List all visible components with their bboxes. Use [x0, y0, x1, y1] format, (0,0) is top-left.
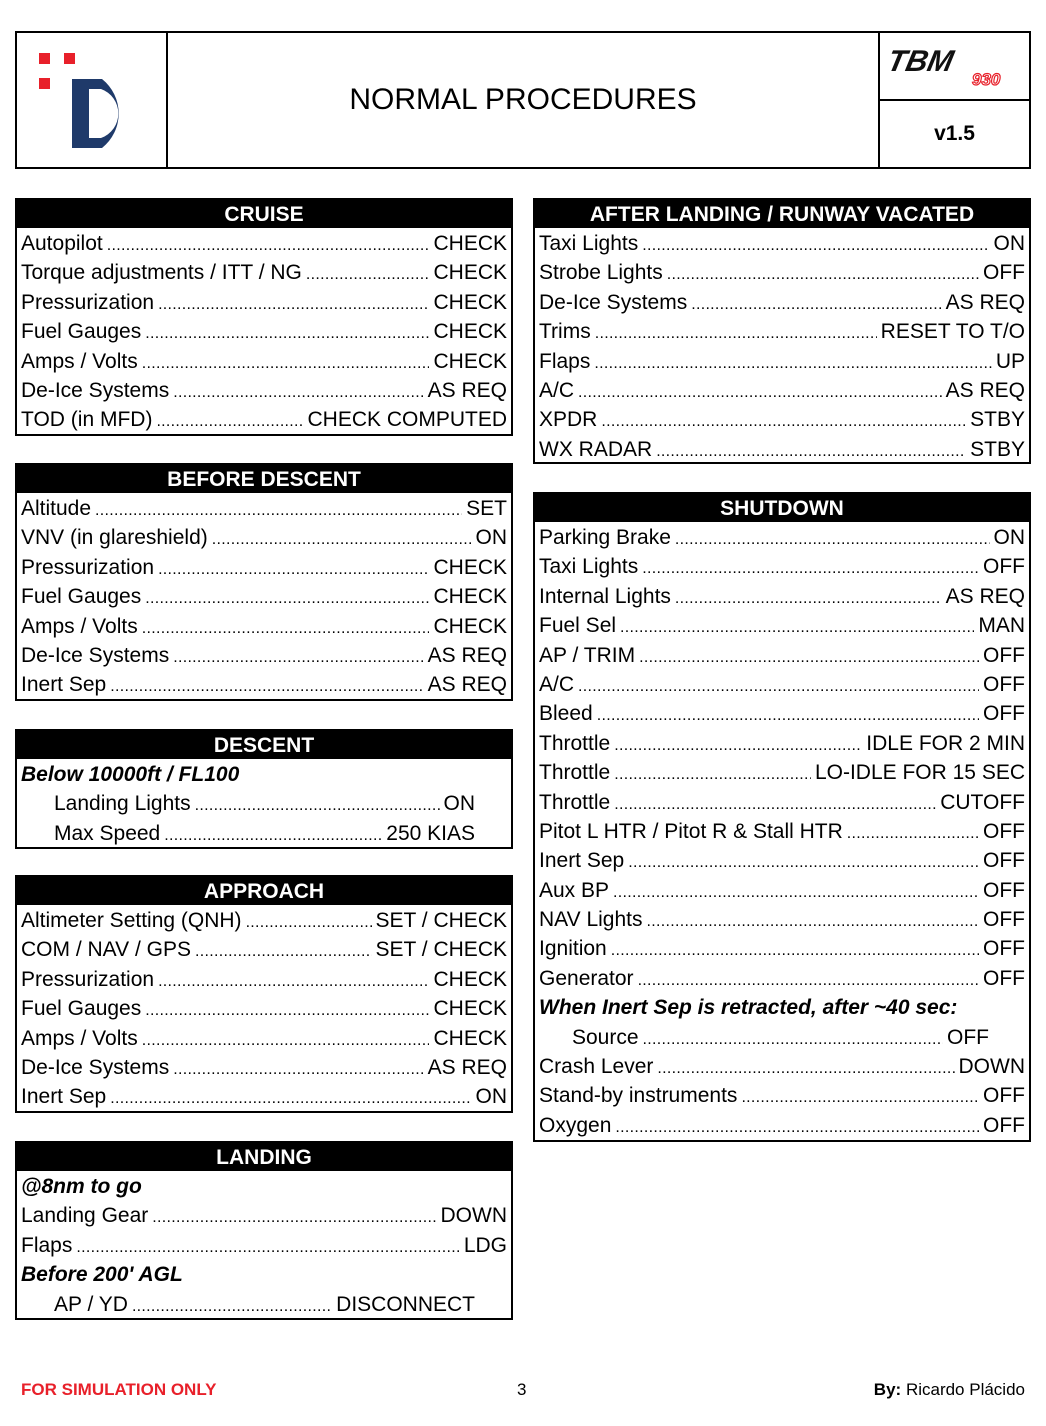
item-label: Crash Lever: [539, 1055, 654, 1079]
dot-leader: [578, 670, 979, 699]
checklist-item: [17, 1290, 511, 1319]
dot-leader: [667, 258, 979, 287]
item-value: CHECK: [433, 1026, 507, 1050]
item-label: Flaps: [21, 1233, 73, 1257]
item-label: Torque adjustments / ITT / NG: [21, 261, 302, 285]
checklist-item: [535, 641, 1029, 670]
checklist-item: [17, 612, 511, 641]
checklist-item: [17, 494, 511, 523]
item-label: De-Ice Systems: [539, 290, 688, 314]
checklist-item: [535, 817, 1029, 846]
dot-leader: [613, 876, 979, 905]
dot-leader: [847, 817, 979, 846]
section-title: SHUTDOWN: [535, 494, 1029, 522]
dot-leader: [594, 347, 991, 376]
item-value: CHECK: [433, 231, 507, 255]
checklist-item: [535, 258, 1029, 287]
dot-leader: [657, 1052, 954, 1081]
checklist-item: [535, 405, 1029, 434]
checklist-item: [535, 964, 1029, 993]
item-value: OFF: [983, 937, 1025, 961]
dot-leader: [620, 611, 974, 640]
item-value: STBY: [970, 408, 1025, 432]
checklist-item: [17, 258, 511, 287]
item-label: COM / NAV / GPS: [21, 938, 191, 962]
checklist-item: [535, 582, 1029, 611]
item-value: OFF: [983, 702, 1025, 726]
item-value: IDLE FOR 2 MIN: [866, 731, 1025, 755]
dot-leader: [614, 788, 936, 817]
checklist-item: [535, 758, 1029, 787]
checklist-item: [535, 1052, 1029, 1081]
dot-leader: [107, 229, 430, 258]
landing-subhead-8nm: @8nm to go: [21, 1175, 142, 1198]
landing-subhead-200agl: Before 200' AGL: [21, 1263, 183, 1287]
dot-leader: [158, 553, 429, 582]
item-value: DOWN: [440, 1204, 507, 1228]
item-value: CHECK: [433, 349, 507, 373]
item-label: Throttle: [539, 761, 611, 785]
checklist-item: [17, 789, 511, 818]
item-label: NAV Lights: [539, 908, 643, 932]
item-label: WX RADAR: [539, 437, 653, 461]
item-label: Strobe Lights: [539, 261, 663, 285]
section-title: DESCENT: [17, 731, 511, 759]
simulation-disclaimer: FOR SIMULATION ONLY: [21, 1380, 217, 1399]
dot-leader: [578, 376, 942, 405]
item-value: OFF: [983, 555, 1025, 579]
item-label: Bleed: [539, 702, 593, 726]
page-header: [15, 31, 1031, 169]
item-value: SET / CHECK: [375, 908, 507, 932]
dot-leader: [142, 347, 430, 376]
svg-text:930: 930: [972, 70, 1001, 89]
item-label: Autopilot: [21, 231, 103, 255]
item-value: OFF: [983, 849, 1025, 873]
item-value: STBY: [970, 437, 1025, 461]
item-label: De-Ice Systems: [21, 643, 170, 667]
dot-leader: [306, 258, 430, 287]
section-title: LANDING: [17, 1143, 511, 1171]
item-value: OFF: [983, 1084, 1025, 1108]
dot-leader: [145, 582, 429, 611]
dot-leader: [145, 994, 429, 1023]
dot-leader: [691, 288, 941, 317]
item-label: Inert Sep: [21, 1085, 107, 1109]
item-value: CUTOFF: [940, 790, 1025, 814]
checklist-item: [17, 288, 511, 317]
item-value: LO-IDLE FOR 15 SEC: [814, 761, 1025, 785]
checklist-item: [17, 935, 511, 964]
checklist-item: [535, 435, 1029, 464]
dot-leader: [675, 523, 990, 552]
dot-leader: [95, 494, 462, 523]
item-value: OFF: [983, 819, 1025, 843]
item-value: CHECK: [433, 555, 507, 579]
checklist-item: [535, 699, 1029, 728]
checklist-item: [535, 552, 1029, 581]
section-title: AFTER LANDING / RUNWAY VACATED: [535, 200, 1029, 228]
dot-leader: [158, 965, 429, 994]
checklist-item: [535, 729, 1029, 758]
item-value: ON: [993, 525, 1025, 549]
checklist-item: [535, 1111, 1029, 1140]
item-label: XPDR: [539, 408, 598, 432]
checklist-item: [535, 288, 1029, 317]
item-label: Fuel Gauges: [21, 585, 142, 609]
checklist-item: [17, 1231, 511, 1260]
checklist-item: [17, 965, 511, 994]
dot-leader: [643, 1023, 943, 1052]
dot-leader: [173, 376, 423, 405]
checklist-item: [17, 819, 511, 848]
item-label: Fuel Gauges: [21, 997, 142, 1021]
item-label: AP / TRIM: [539, 643, 636, 667]
dot-leader: [601, 405, 966, 434]
dot-leader: [614, 729, 862, 758]
page-title: NORMAL PROCEDURES: [349, 83, 697, 116]
item-value: CHECK: [433, 585, 507, 609]
item-label: Taxi Lights: [539, 555, 639, 579]
dot-leader: [145, 317, 429, 346]
item-value: SET / CHECK: [375, 938, 507, 962]
item-label: Fuel Sel: [539, 614, 617, 638]
item-label: Landing Gear: [21, 1204, 149, 1228]
item-label: Trims: [539, 320, 591, 344]
item-value: DOWN: [958, 1055, 1025, 1079]
dot-leader: [110, 670, 423, 699]
checklist-item: [17, 1053, 511, 1082]
author-prefix: By:: [873, 1380, 902, 1399]
item-label: Ignition: [539, 937, 607, 961]
item-value: OFF: [983, 643, 1025, 667]
item-label: Pressurization: [21, 967, 155, 991]
item-label: VNV (in glareshield): [21, 526, 208, 550]
checklist-item: [17, 405, 511, 434]
item-label: Throttle: [539, 790, 611, 814]
author-name: Ricardo Plácido: [905, 1380, 1025, 1399]
item-label: Inert Sep: [539, 849, 625, 873]
item-value: AS REQ: [427, 673, 507, 697]
dot-leader: [110, 1082, 471, 1111]
item-label: Internal Lights: [539, 584, 671, 608]
dot-leader: [675, 582, 942, 611]
item-value: OFF: [983, 878, 1025, 902]
item-label: Oxygen: [539, 1113, 612, 1137]
svg-text:TBM: TBM: [884, 45, 957, 78]
checklist-item: [535, 611, 1029, 640]
checklist-item: [535, 934, 1029, 963]
dot-leader: [656, 435, 966, 464]
item-value: OFF: [983, 261, 1025, 285]
dot-leader: [76, 1231, 459, 1260]
item-value: ON: [443, 792, 475, 816]
shutdown-section: [533, 492, 1031, 1142]
item-value: AS REQ: [427, 643, 507, 667]
author-credit: [874, 1380, 1025, 1400]
item-value: OFF: [983, 672, 1025, 696]
item-label: Altimeter Setting (QNH): [21, 908, 242, 932]
item-value: UP: [995, 349, 1025, 373]
item-value: AS REQ: [945, 584, 1025, 608]
checklist-item: [535, 1081, 1029, 1110]
section-title: BEFORE DESCENT: [17, 465, 511, 493]
dot-leader: [647, 905, 980, 934]
page-number: 3: [517, 1380, 527, 1399]
dot-leader: [595, 317, 877, 346]
dot-leader: [142, 1024, 430, 1053]
item-value: MAN: [978, 614, 1025, 638]
item-value: AS REQ: [427, 378, 507, 402]
dot-leader: [195, 789, 440, 818]
checklist-item: [535, 229, 1029, 258]
item-value: RESET TO T/O: [880, 320, 1025, 344]
aircraft-brand: [880, 33, 1029, 101]
dot-leader: [615, 1111, 979, 1140]
item-value: SET: [466, 496, 507, 520]
dot-leader: [158, 288, 429, 317]
shutdown-subhead: When Inert Sep is retracted, after ~40 sec:: [539, 996, 958, 1020]
item-label: Fuel Gauges: [21, 320, 142, 344]
item-label: Inert Sep: [21, 673, 107, 697]
checklist-item: [17, 523, 511, 552]
checklist-item: [17, 553, 511, 582]
checklist-item: [17, 641, 511, 670]
dot-leader: [173, 1053, 423, 1082]
section-title: CRUISE: [17, 200, 511, 228]
dot-leader: [132, 1290, 332, 1319]
item-label: Altitude: [21, 496, 92, 520]
checklist-item: [535, 905, 1029, 934]
item-label: Amps / Volts: [21, 614, 138, 638]
logo-cell: [17, 33, 168, 167]
dot-leader: [156, 405, 303, 434]
item-value: OFF: [947, 1025, 989, 1049]
checklist-item: [535, 347, 1029, 376]
checklist-item: [535, 376, 1029, 405]
dot-leader: [638, 964, 979, 993]
descent-section: [15, 729, 513, 849]
landing-section: [15, 1141, 513, 1320]
item-value: AS REQ: [945, 290, 1025, 314]
item-value: CHECK: [433, 290, 507, 314]
dot-leader: [142, 612, 430, 641]
checklist-item: [17, 347, 511, 376]
item-label: TOD (in MFD): [21, 408, 153, 432]
checklist-item: [17, 1024, 511, 1053]
dot-leader: [195, 935, 372, 964]
checklist-item: [17, 1201, 511, 1230]
item-label: De-Ice Systems: [21, 378, 170, 402]
dot-leader: [173, 641, 423, 670]
item-label: Max Speed: [54, 821, 161, 845]
dot-leader: [212, 523, 472, 552]
item-value: ON: [475, 1085, 507, 1109]
item-label: A/C: [539, 672, 575, 696]
item-value: CHECK: [433, 997, 507, 1021]
item-value: 250 KIAS: [386, 821, 475, 845]
checklist-item: [535, 523, 1029, 552]
item-label: De-Ice Systems: [21, 1055, 170, 1079]
version-label: v1.5: [934, 122, 975, 145]
item-value: LDG: [463, 1233, 507, 1257]
dot-leader: [164, 819, 382, 848]
item-label: Pressurization: [21, 555, 155, 579]
dot-leader: [614, 758, 811, 787]
dot-leader: [628, 846, 979, 875]
item-value: CHECK: [433, 614, 507, 638]
descent-subhead: Below 10000ft / FL100: [21, 763, 240, 786]
item-label: Flaps: [539, 349, 591, 373]
checklist-item: [535, 670, 1029, 699]
checklist-item: [535, 876, 1029, 905]
item-value: CHECK: [433, 320, 507, 344]
item-label: Amps / Volts: [21, 349, 138, 373]
item-value: ON: [475, 526, 507, 550]
dot-leader: [639, 641, 979, 670]
item-label: Throttle: [539, 731, 611, 755]
item-label: Parking Brake: [539, 525, 671, 549]
dot-leader: [741, 1081, 979, 1110]
cruise-section: [15, 198, 513, 436]
checklist-item: [535, 1023, 1029, 1052]
checklist-item: [17, 376, 511, 405]
before-descent-section: [15, 463, 513, 701]
item-label: Taxi Lights: [539, 231, 639, 255]
approach-section: [15, 875, 513, 1113]
section-title: APPROACH: [17, 877, 511, 905]
tbm-logo-icon: [880, 33, 1029, 99]
item-value: OFF: [983, 908, 1025, 932]
item-label: Pressurization: [21, 290, 155, 314]
dot-leader: [642, 229, 989, 258]
brand-logo-icon: [17, 33, 168, 167]
dot-leader: [152, 1201, 436, 1230]
item-label: Generator: [539, 966, 634, 990]
checklist-item: [17, 317, 511, 346]
checklist-item: [535, 788, 1029, 817]
dot-leader: [642, 552, 979, 581]
after-landing-section: [533, 198, 1031, 464]
item-label: Amps / Volts: [21, 1026, 138, 1050]
item-label: Landing Lights: [54, 792, 191, 816]
item-label: Source: [572, 1025, 639, 1049]
item-value: AS REQ: [427, 1055, 507, 1079]
item-value: ON: [993, 231, 1025, 255]
dot-leader: [611, 934, 979, 963]
checklist-item: [17, 994, 511, 1023]
checklist-item: [17, 229, 511, 258]
checklist-item: [17, 670, 511, 699]
item-label: AP / YD: [54, 1292, 128, 1316]
checklist-item: [17, 906, 511, 935]
item-label: A/C: [539, 378, 575, 402]
item-value: CHECK: [433, 967, 507, 991]
item-value: DISCONNECT: [336, 1292, 475, 1316]
checklist-item: [535, 846, 1029, 875]
checklist-item: [17, 582, 511, 611]
item-label: Stand-by instruments: [539, 1084, 738, 1108]
item-value: OFF: [983, 966, 1025, 990]
dot-leader: [597, 699, 979, 728]
checklist-item: [17, 1082, 511, 1111]
item-label: Aux BP: [539, 878, 610, 902]
item-value: CHECK COMPUTED: [307, 408, 507, 432]
item-value: CHECK: [433, 261, 507, 285]
item-label: Pitot L HTR / Pitot R & Stall HTR: [539, 819, 843, 843]
item-value: OFF: [983, 1113, 1025, 1137]
dot-leader: [246, 906, 372, 935]
item-value: AS REQ: [945, 378, 1025, 402]
checklist-item: [535, 317, 1029, 346]
